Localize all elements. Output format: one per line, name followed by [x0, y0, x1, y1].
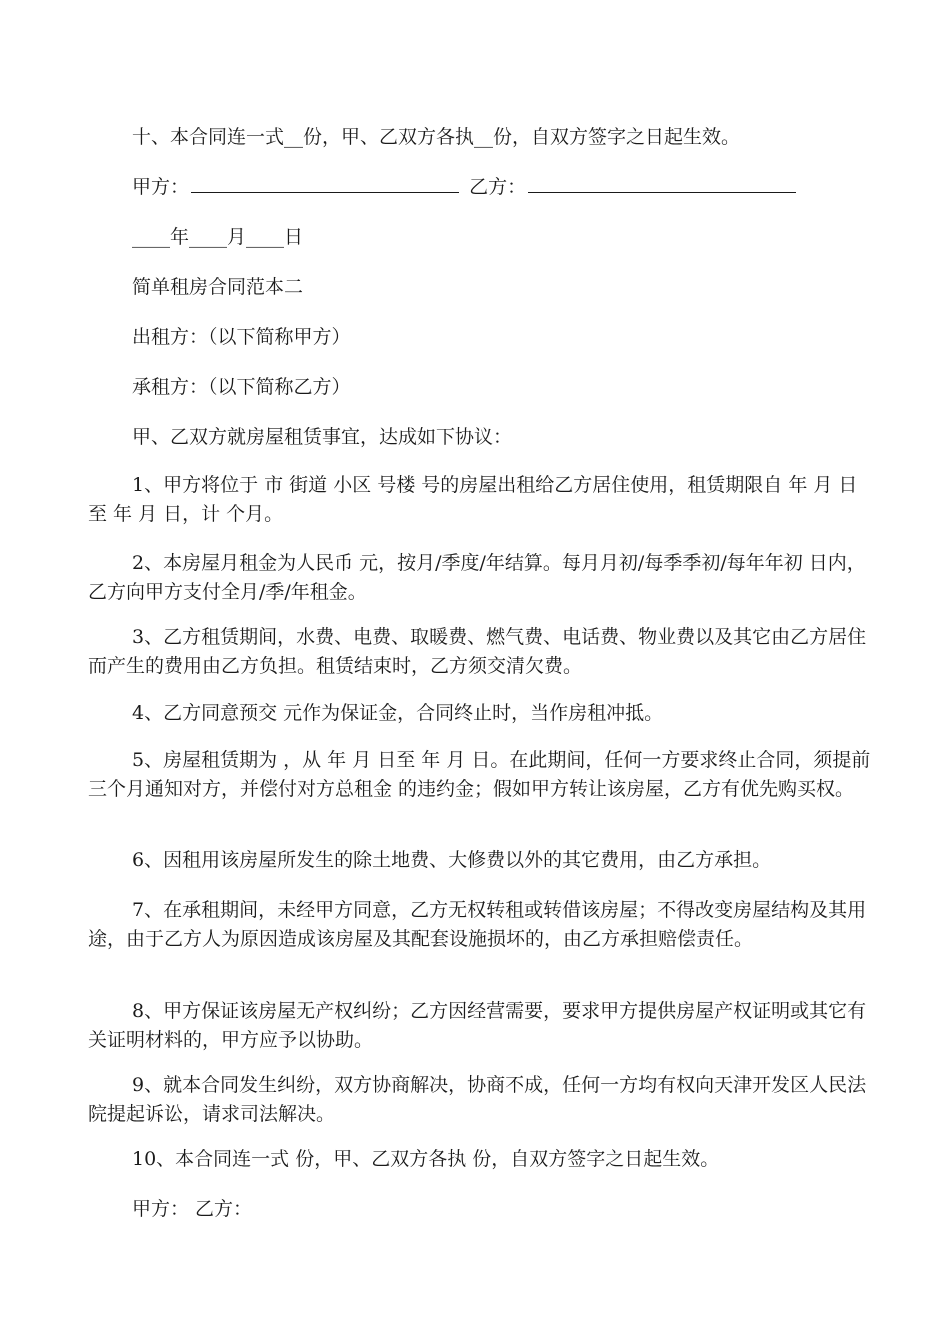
- section-title: 简单租房合同范本二: [132, 276, 304, 298]
- clause-9: 9、就本合同发生纠纷，双方协商解决，协商不成，任何一方均有权向天津开发区人民法院提起诉讼，请求司法解决。: [88, 1074, 867, 1125]
- clause-7: 7、在承租期间，未经甲方同意，乙方无权转租或转借该房屋；不得改变房屋结构及其用途，由于乙方人为原因造成该房屋及其配套设施损坏的，由乙方承担赔偿责任。: [88, 899, 867, 950]
- clause-2: 2、本房屋月租金为人民币 元，按月/季度/年结算。每月月初/每季季初/每年年初 日内，乙方向甲方支付全月/季/年租金。: [88, 552, 866, 603]
- clause-6: 6、因租用该房屋所发生的除土地费、大修费以外的其它费用，由乙方承担。: [132, 849, 772, 871]
- clause-3: 3、乙方租赁期间，水费、电费、取暖费、燃气费、电话费、物业费以及其它由乙方居住而产生的费用由乙方负担。租赁结束时，乙方须交清欠费。: [88, 626, 867, 677]
- lessee-line: 承租方：（以下简称乙方）: [132, 376, 351, 398]
- clause-1: 1、甲方将位于 市 街道 小区 号楼 号的房屋出租给乙方居住使用，租赁期限自 年 月 日至 年 月 日，计 个月。: [88, 474, 858, 525]
- signature-line: [132, 173, 872, 202]
- party-b-blank: [528, 174, 796, 193]
- date-line: ____年____月____日: [132, 226, 304, 248]
- party-b-label: 乙方：: [469, 176, 527, 198]
- final-signature: 甲方： 乙方：: [132, 1198, 253, 1220]
- party-a-blank: [191, 174, 459, 193]
- clause-ten: 十、本合同连一式__份，甲、乙双方各执__份，自双方签字之日起生效。: [132, 126, 741, 148]
- party-a-label: 甲方：: [132, 176, 190, 198]
- clause-10: 10、本合同连一式 份，甲、乙双方各执 份，自双方签字之日起生效。: [132, 1148, 720, 1170]
- clause-8: 8、甲方保证该房屋无产权纠纷；乙方因经营需要，要求甲方提供房屋产权证明或其它有关证明材料的，甲方应予以协助。: [88, 1000, 867, 1051]
- intro-line: 甲、乙双方就房屋租赁事宜，达成如下协议：: [132, 426, 513, 448]
- lessor-line: 出租方：（以下简称甲方）: [132, 326, 351, 348]
- clause-5: 5、房屋租赁期为 ，从 年 月 日至 年 月 日。在此期间，任何一方要求终止合同，须提前三个月通知对方，并偿付对方总租金 的违约金；假如甲方转让该房屋，乙方有优先购买权。: [88, 749, 871, 800]
- clause-4: 4、乙方同意预交 元作为保证金，合同终止时，当作房租冲抵。: [132, 702, 664, 724]
